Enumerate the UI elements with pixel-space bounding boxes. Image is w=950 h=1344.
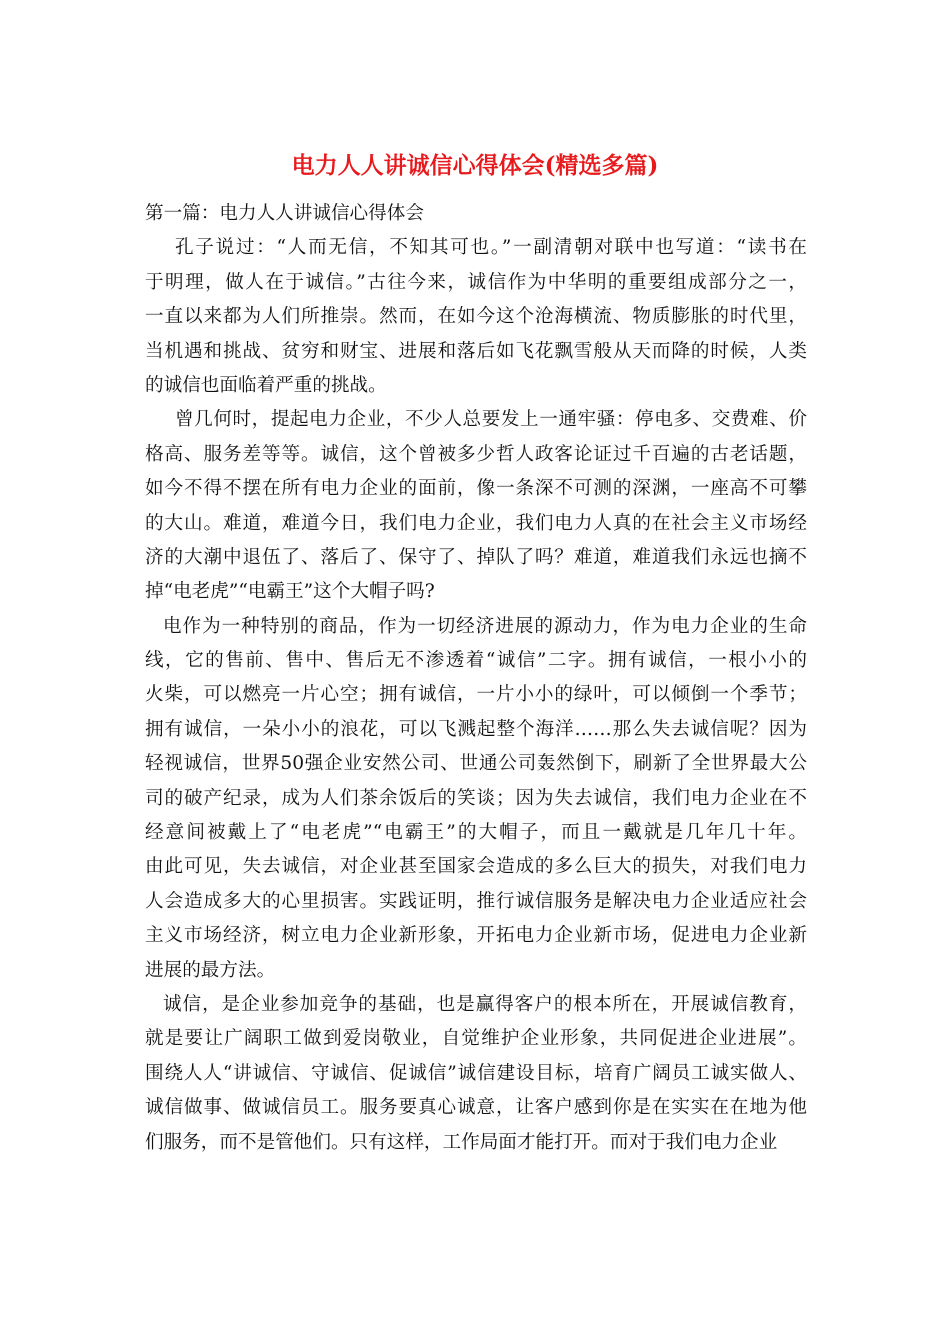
section-heading: 第一篇：电力人人讲诚信心得体会	[145, 203, 424, 224]
document-title: 电力人人讲诚信心得体会(精选多篇)	[291, 152, 659, 179]
paragraph-line: 人会造成多大的心里损害。实践证明，推行诚信服务是解决电力企业适应社会	[145, 890, 807, 912]
paragraph-line: 一直以来都为人们所推崇。然而，在如今这个沧海横流、物质膨胀的时代里，	[145, 306, 807, 328]
paragraph-line: 拥有诚信，一朵小小的浪花，可以飞溅起整个海洋……那么失去诚信呢？因为	[145, 718, 807, 740]
paragraph-line: 诚信做事、做诚信员工。服务要真心诚意，让客户感到你是在实实在在地为他	[145, 1097, 807, 1119]
paragraph-line: 孔子说过：“人而无信，不知其可也。”一副清朝对联中也写道：“读书在	[175, 237, 807, 259]
paragraph	[145, 610, 807, 988]
paragraph-line: 曾几何时，提起电力企业，不少人总要发上一通牢骚：停电多、交费难、价	[175, 409, 807, 431]
paragraph-line: 进展的最方法。	[145, 959, 276, 981]
paragraph-line: 围绕人人“讲诚信、守诚信、促诚信”诚信建设目标，培育广阔员工诚实做人、	[145, 1062, 807, 1084]
paragraph-line: 电作为一种特别的商品，作为一切经济进展的源动力，作为电力企业的生命	[163, 615, 807, 637]
paragraph-line: 主义市场经济，树立电力企业新形象，开拓电力企业新市场，促进电力企业新	[145, 925, 807, 947]
paragraph-line: 如今不得不摆在所有电力企业的面前，像一条深不可测的深渊，一座高不可攀	[145, 478, 807, 500]
paragraph-line: 经意间被戴上了“电老虎”“电霸王”的大帽子，而且一戴就是几年几十年。	[145, 822, 807, 844]
paragraph-line: 火柴，可以燃亮一片心空；拥有诚信，一片小小的绿叶，可以倾倒一个季节；	[145, 684, 807, 706]
paragraph-line: 诚信，是企业参加竞争的基础，也是赢得客户的根本所在，开展诚信教育，	[163, 993, 807, 1015]
paragraph	[145, 988, 807, 1160]
paragraph-line: 当机遇和挑战、贫穷和财宝、进展和落后如飞花飘雪般从天而降的时候，人类	[145, 340, 807, 362]
document-body	[145, 197, 807, 1160]
paragraph-line: 由此可见，失去诚信，对企业甚至国家会造成的多么巨大的损失，对我们电力	[145, 856, 807, 878]
paragraph-line: 们服务，而不是管他们。只有这样，工作局面才能打开。而对于我们电力企业	[145, 1131, 778, 1153]
paragraph-line: 于明理，做人在于诚信。”古往今来，诚信作为中华明的重要组成部分之一，	[145, 271, 807, 293]
paragraph-line: 济的大潮中退伍了、落后了、保守了、掉队了吗？难道，难道我们永远也摘不	[145, 546, 807, 568]
paragraph-line: 的大山。难道，难道今日，我们电力企业，我们电力人真的在社会主义市场经	[145, 512, 807, 534]
paragraph	[145, 403, 807, 609]
paragraph-line: 就是要让广阔职工做到爱岗敬业，自觉维护企业形象，共同促进企业进展”。	[145, 1028, 807, 1050]
paragraph-line: 掉“电老虎”“电霸王”这个大帽子吗?	[145, 581, 435, 603]
paragraph	[145, 231, 807, 403]
paragraph-line: 轻视诚信，世界50强企业安然公司、世通公司轰然倒下，刷新了全世界最大公	[145, 753, 807, 775]
paragraph-line: 的诚信也面临着严重的挑战。	[145, 374, 387, 396]
paragraph-line: 线，它的售前、售中、售后无不渗透着“诚信”二字。拥有诚信，一根小小的	[145, 650, 807, 672]
paragraph-line: 格高、服务差等等。诚信，这个曾被多少哲人政客论证过千百遍的古老话题，	[145, 443, 807, 465]
paragraph-list	[145, 231, 807, 1160]
paragraph-line: 司的破产纪录，成为人们茶余饭后的笑谈；因为失去诚信，我们电力企业在不	[145, 787, 807, 809]
